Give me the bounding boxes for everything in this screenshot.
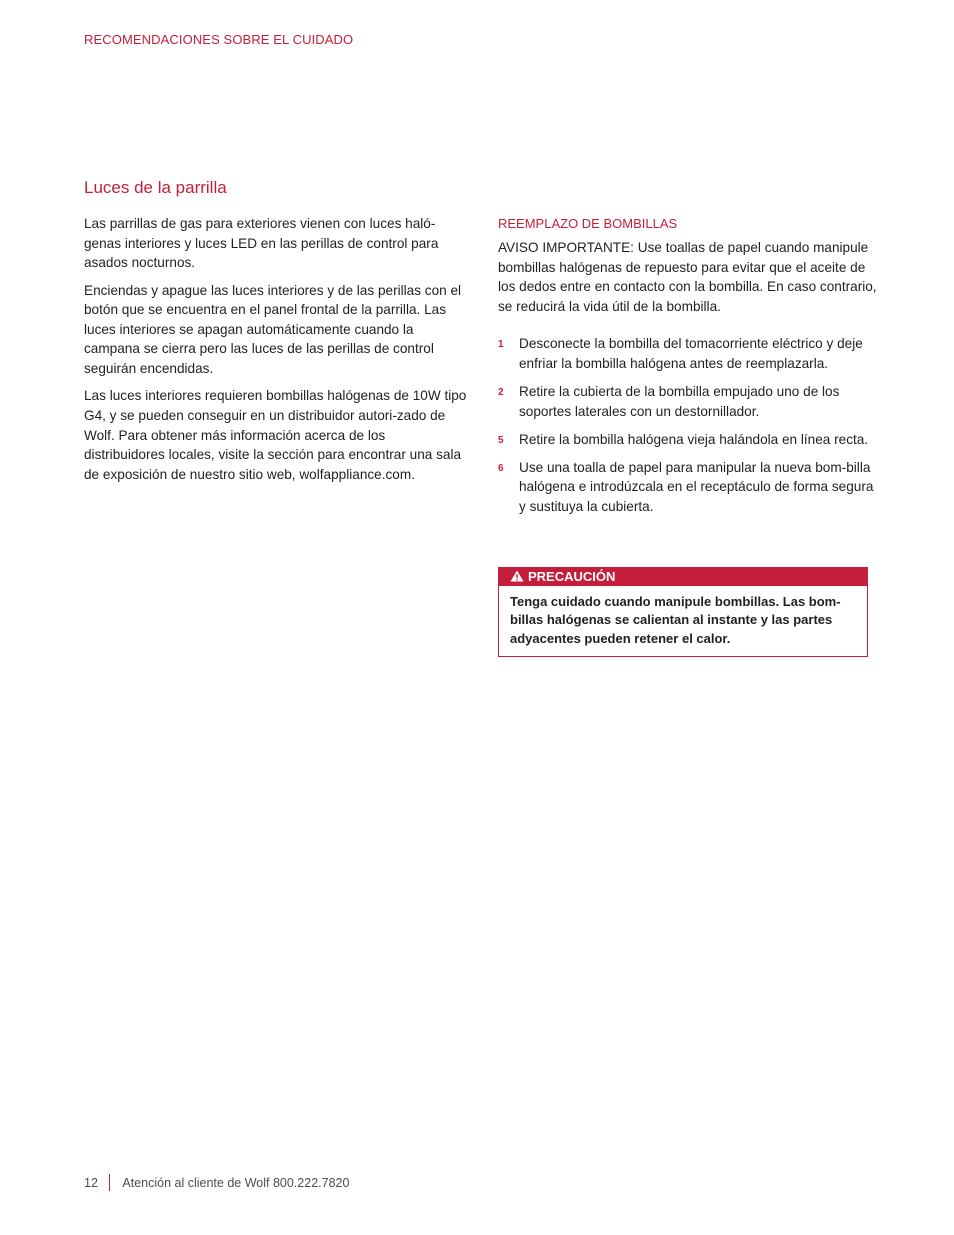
notice-text: Use toallas de papel cuando manipule bombillas halógenas de repuesto para evitar que el aceite de los dedos entre en contacto con la bombilla. En caso contrario, se reducirá la vida útil de la bombilla. <box>498 240 877 314</box>
replacement-column <box>498 215 878 525</box>
list-item <box>498 334 878 373</box>
caution-box <box>498 567 868 657</box>
section-header: RECOMENDACIONES SOBRE EL CUIDADO <box>84 32 354 47</box>
caution-heading: PRECAUCIÓN <box>528 569 616 584</box>
step-list <box>498 334 878 516</box>
step-text: Retire la bombilla halógena vieja halándola en línea recta. <box>519 431 869 447</box>
caution-text: Tenga cuidado cuando manipule bombillas. Las bom-billas halógenas se calientan al instante y las partes adyacentes pueden retener el calor. <box>510 594 841 646</box>
list-item <box>498 382 878 421</box>
intro-paragraph-3: Las luces interiores requieren bombillas halógenas de 10W tipo G4, y se pueden conseguir en un distribuidor autori-zado de Wolf. Para obtener más información acerca de los distribuidores locales, visite la sección para encontrar una sala de exposición de nuestro sitio web, wolfappliance.com. <box>84 388 467 482</box>
replacement-subheading: REEMPLAZO DE BOMBILLAS <box>498 216 678 231</box>
warning-triangle-icon <box>510 570 524 582</box>
page-footer <box>84 1174 349 1191</box>
step-number: 2 <box>498 386 504 398</box>
list-item <box>498 430 878 450</box>
step-text: Retire la cubierta de la bombilla empujado uno de los soportes laterales con un destornillador. <box>519 383 840 419</box>
step-number: 5 <box>498 434 504 446</box>
page-number: 12 <box>84 1175 98 1190</box>
list-item <box>498 458 878 517</box>
important-notice <box>498 238 878 316</box>
intro-paragraph-2: Enciendas y apague las luces interiores y de las perillas con el botón que se encuentra en el panel frontal de la parrilla. Las luces interiores se apagan automáticamente cuando la campana se cierra pero las luces de las perillas de control seguirán encendidas. <box>84 282 462 376</box>
step-text: Use una toalla de papel para manipular la nueva bom-billa halógena e introdúzcala en el receptáculo de forma segura y sustituya la cubierta. <box>519 459 874 514</box>
step-number: 6 <box>498 462 504 474</box>
intro-paragraph-1: Las parrillas de gas para exteriores vienen con luces haló-genas interiores y luces LED en las perillas de control para asados nocturnos. <box>84 216 439 271</box>
footer-contact: Atención al cliente de Wolf 800.222.7820 <box>122 1175 350 1190</box>
step-number: 1 <box>498 339 504 351</box>
caution-header <box>499 568 867 586</box>
step-text: Desconecte la bombilla del tomacorriente eléctrico y deje enfriar la bombilla halógena antes de reemplazarla. <box>519 336 863 371</box>
intro-column <box>84 214 469 492</box>
notice-label: AVISO IMPORTANTE: <box>498 240 634 255</box>
footer-divider <box>109 1174 111 1191</box>
page-title: Luces de la parrilla <box>84 178 227 197</box>
